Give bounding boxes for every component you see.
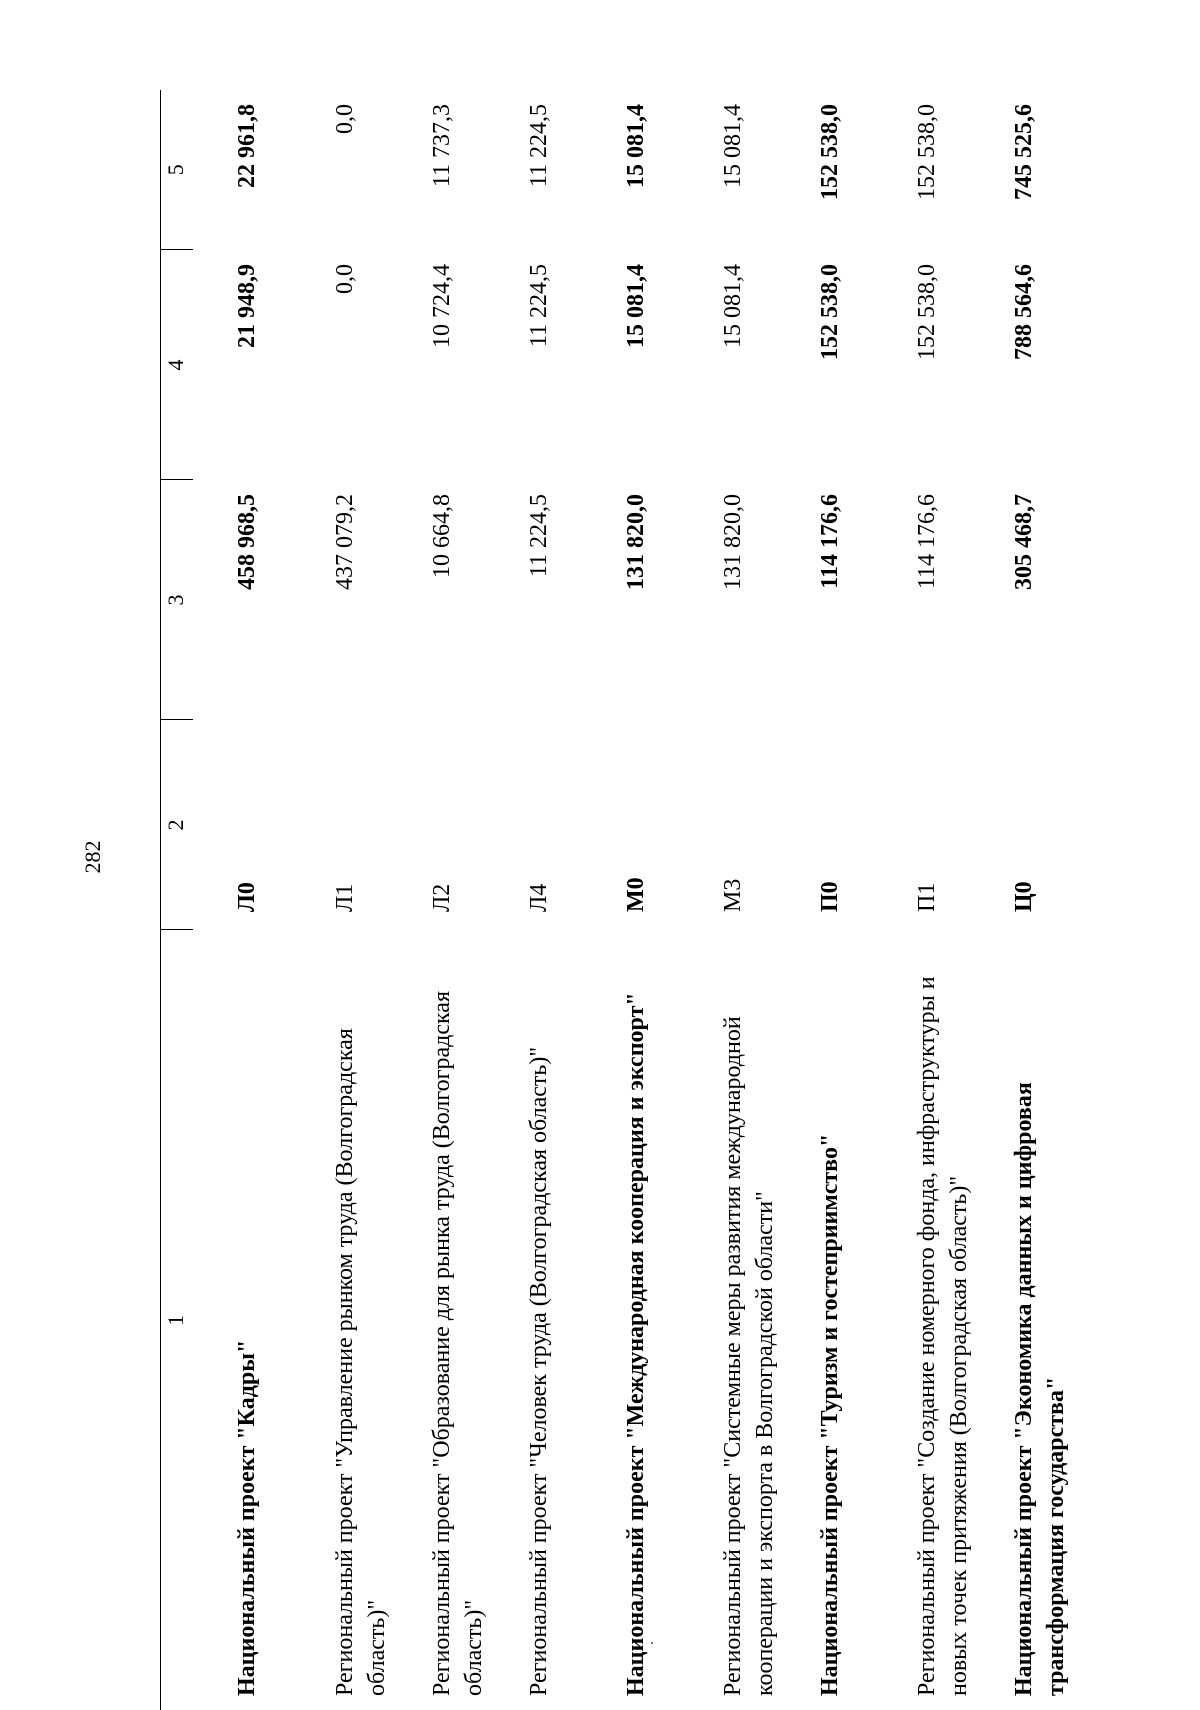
value-cell-col3: 131 820,0 bbox=[719, 494, 746, 590]
project-name-cell: Национальный проект "Международная кооперация и экспорт" bbox=[622, 992, 649, 1696]
table-row bbox=[490, 90, 587, 1710]
value-cell-col3: 114 176,6 bbox=[816, 494, 843, 589]
project-code-cell: Л0 bbox=[233, 882, 260, 912]
table-row bbox=[296, 90, 393, 1710]
page-number: 282 bbox=[80, 840, 105, 874]
value-cell-col5: 15 081,4 bbox=[719, 104, 746, 188]
project-name-cell: Региональный проект "Создание номерного фонда, инфраструктуры и новых точек притяжения (Волгоградская область)" bbox=[913, 976, 972, 1696]
project-name-cell: Региональный проект "Образование для рынка труда (Волгоградская область)" bbox=[428, 991, 487, 1696]
value-cell-col4: 11 224,5 bbox=[525, 264, 552, 348]
table-row bbox=[684, 90, 781, 1710]
project-name-cell: Региональный проект "Человек труда (Волгоградская область)" bbox=[525, 1046, 552, 1696]
column-header: 2 bbox=[161, 720, 193, 930]
project-code-cell: М3 bbox=[719, 878, 746, 912]
value-cell-col3: 114 176,6 bbox=[913, 494, 940, 590]
value-cell-col5: 745 525,6 bbox=[1010, 104, 1037, 200]
value-cell-col3: 305 468,7 bbox=[1010, 494, 1037, 590]
value-cell-col5: 15 081,4 bbox=[622, 104, 649, 188]
project-code-cell: Л1 bbox=[331, 883, 358, 912]
value-cell-col3: 131 820,0 bbox=[622, 494, 649, 590]
value-cell-col5: 11 737,3 bbox=[428, 104, 455, 188]
value-cell-col4: 0,0 bbox=[331, 264, 358, 294]
scan-speck bbox=[651, 1642, 653, 1644]
project-name-cell: Национальный проект "Экономика данных и цифровая трансформация государства" bbox=[1010, 1082, 1069, 1696]
value-cell-col5: 0,0 bbox=[331, 104, 358, 134]
project-name-cell: Национальный проект "Туризм и гостеприимство" bbox=[816, 1133, 843, 1696]
table-header-row bbox=[161, 90, 193, 1710]
value-cell-col5: 152 538,0 bbox=[816, 104, 843, 200]
table-row bbox=[587, 90, 684, 1710]
column-header: 3 bbox=[161, 480, 193, 720]
value-cell-col4: 15 081,4 bbox=[719, 264, 746, 348]
value-cell-col5: 22 961,8 bbox=[233, 104, 260, 188]
table-row bbox=[781, 90, 878, 1710]
value-cell-col5: 152 538,0 bbox=[913, 104, 940, 200]
project-code-cell: Ц0 bbox=[1010, 881, 1037, 912]
project-code-cell: М0 bbox=[622, 877, 649, 912]
value-cell-col4: 10 724,4 bbox=[428, 264, 455, 348]
value-cell-col4: 788 564,6 bbox=[1010, 264, 1037, 360]
column-header: 5 bbox=[161, 90, 193, 250]
value-cell-col3: 11 224,5 bbox=[525, 494, 552, 578]
project-code-cell: П1 bbox=[913, 882, 940, 912]
project-name-cell: Региональный проект "Управление рынком труда (Волгоградская область)" bbox=[331, 1028, 390, 1696]
table-row bbox=[878, 90, 975, 1710]
value-cell-col4: 152 538,0 bbox=[816, 264, 843, 360]
value-cell-col3: 458 968,5 bbox=[233, 494, 260, 590]
value-cell-col4: 15 081,4 bbox=[622, 264, 649, 348]
value-cell-col4: 152 538,0 bbox=[913, 264, 940, 360]
project-code-cell: Л2 bbox=[428, 883, 455, 912]
budget-table bbox=[160, 90, 1072, 1710]
table-body bbox=[193, 90, 1072, 1710]
project-name-cell: Региональный проект "Системные меры развития международной кооперации и экспорта в Волгоградской области" bbox=[719, 1016, 778, 1696]
column-header: 1 bbox=[161, 930, 193, 1710]
table-row bbox=[193, 90, 296, 1710]
rotated-page-content bbox=[160, 90, 1180, 1710]
value-cell-col3: 437 079,2 bbox=[331, 494, 358, 590]
table-row bbox=[393, 90, 490, 1710]
value-cell-col3: 10 664,8 bbox=[428, 494, 455, 578]
project-code-cell: Л4 bbox=[525, 883, 552, 912]
project-code-cell: П0 bbox=[816, 881, 843, 912]
project-name-cell: Национальный проект "Кадры" bbox=[233, 1339, 260, 1696]
value-cell-col4: 21 948,9 bbox=[233, 264, 260, 348]
table-row bbox=[975, 90, 1072, 1710]
value-cell-col5: 11 224,5 bbox=[525, 104, 552, 188]
column-header: 4 bbox=[161, 250, 193, 480]
